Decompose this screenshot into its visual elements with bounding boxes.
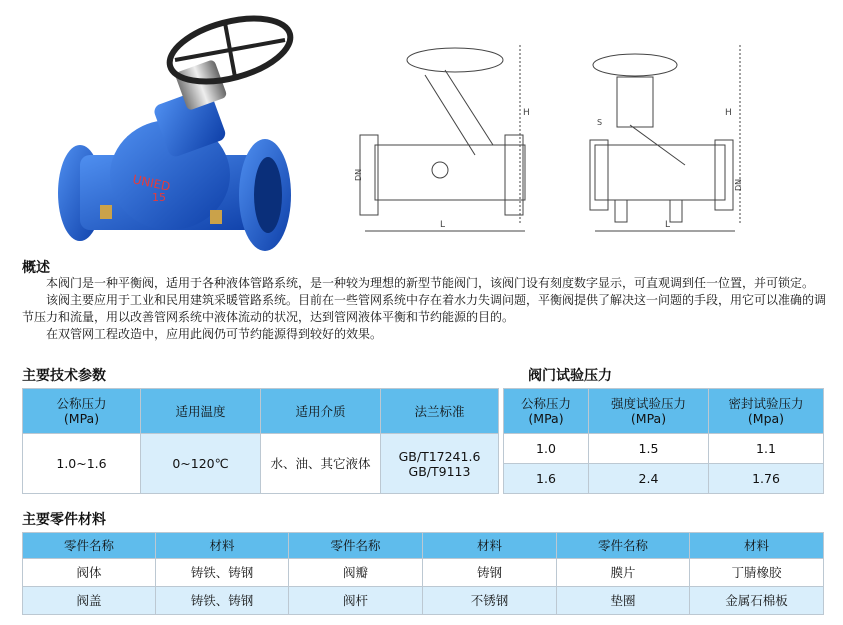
test-pressure-table [503,388,824,494]
test-cell: 1.6 [504,464,589,494]
tech-value-standard: GB/T17241.6 GB/T9113 [381,434,499,494]
tech-header-temperature: 适用温度 [141,389,261,434]
valve-drawing-front [355,35,540,245]
test-header-strength: 强度试验压力 (MPa) [589,389,709,434]
parts-header: 材料 [156,533,289,559]
drawing2-l-label: L [665,220,671,230]
parts-header: 材料 [423,533,557,559]
size-mark: 15 [152,191,166,204]
parts-cell: 阀体 [23,559,156,587]
tech-value-pressure: 1.0~1.6 [23,434,141,494]
table-row [23,559,824,587]
drawing2-h-label: H [725,108,732,118]
table-row [23,587,824,615]
tech-header-pressure: 公称压力 (MPa) [23,389,141,434]
parts-cell: 膜片 [557,559,690,587]
test-header-seal: 密封试验压力 (Mpa) [709,389,824,434]
overview-title: 概述 [22,260,50,276]
tech-value-medium: 水、油、其它液体 [261,434,381,494]
parts-title: 主要零件材料 [22,512,106,528]
tech-header-medium: 适用介质 [261,389,381,434]
parts-cell: 垫圈 [557,587,690,615]
test-cell: 2.4 [589,464,709,494]
tech-params-table [22,388,499,494]
drawing-h-label: H [523,108,530,118]
parts-header: 零件名称 [557,533,690,559]
drawing-l-label: L [440,220,446,230]
drawing2-dn-label: DN [734,178,743,191]
table-row [504,434,824,464]
valve-photo [40,5,310,250]
test-cell: 1.1 [709,434,824,464]
tech-value-temperature: 0~120℃ [141,434,261,494]
overview-text [22,275,827,343]
test-cell: 1.76 [709,464,824,494]
table-row [504,464,824,494]
parts-cell: 丁腈橡胶 [690,559,824,587]
parts-cell: 阀盖 [23,587,156,615]
parts-cell: 铸铁、铸钢 [156,587,289,615]
parts-header: 零件名称 [23,533,156,559]
parts-header: 材料 [690,533,824,559]
drawing-dn-label: DN [354,168,363,181]
test-cell: 1.5 [589,434,709,464]
overview-paragraph: 该阀主要应用于工业和民用建筑采暖管路系统。目前在一些管网系统中存在着水力失调问题，平衡阀提供了解决这一问题的手段，用它可以准确的调节压力和流量，用以改善管网系统中液体流动的状况，达到管网液体平衡和节约能源的目的。 [22,293,827,324]
parts-cell: 金属石棉板 [690,587,824,615]
drawing2-s-label: S [597,118,603,127]
parts-header: 零件名称 [289,533,423,559]
test-header-nominal: 公称压力 (MPa) [504,389,589,434]
tech-params-title: 主要技术参数 [22,368,106,384]
parts-cell: 铸铁、铸钢 [156,559,289,587]
brand-label: UNIED [131,172,172,194]
overview-paragraph: 在双管网工程改造中，应用此阀仍可节约能源得到较好的效果。 [46,327,383,341]
parts-cell: 阀杆 [289,587,423,615]
test-cell: 1.0 [504,434,589,464]
parts-materials-table [22,532,824,615]
valve-drawing-threaded [575,35,760,245]
parts-cell: 阀瓣 [289,559,423,587]
parts-cell: 不锈钢 [423,587,557,615]
tech-header-standard: 法兰标准 [381,389,499,434]
overview-paragraph: 本阀门是一种平衡阀，适用于各种液体管路系统，是一种较为理想的新型节能阀门，该阀门设有刻度数字显示，可直观调到任一位置，并可锁定。 [46,276,815,290]
test-pressure-title: 阀门试验压力 [528,368,612,384]
parts-cell: 铸钢 [423,559,557,587]
